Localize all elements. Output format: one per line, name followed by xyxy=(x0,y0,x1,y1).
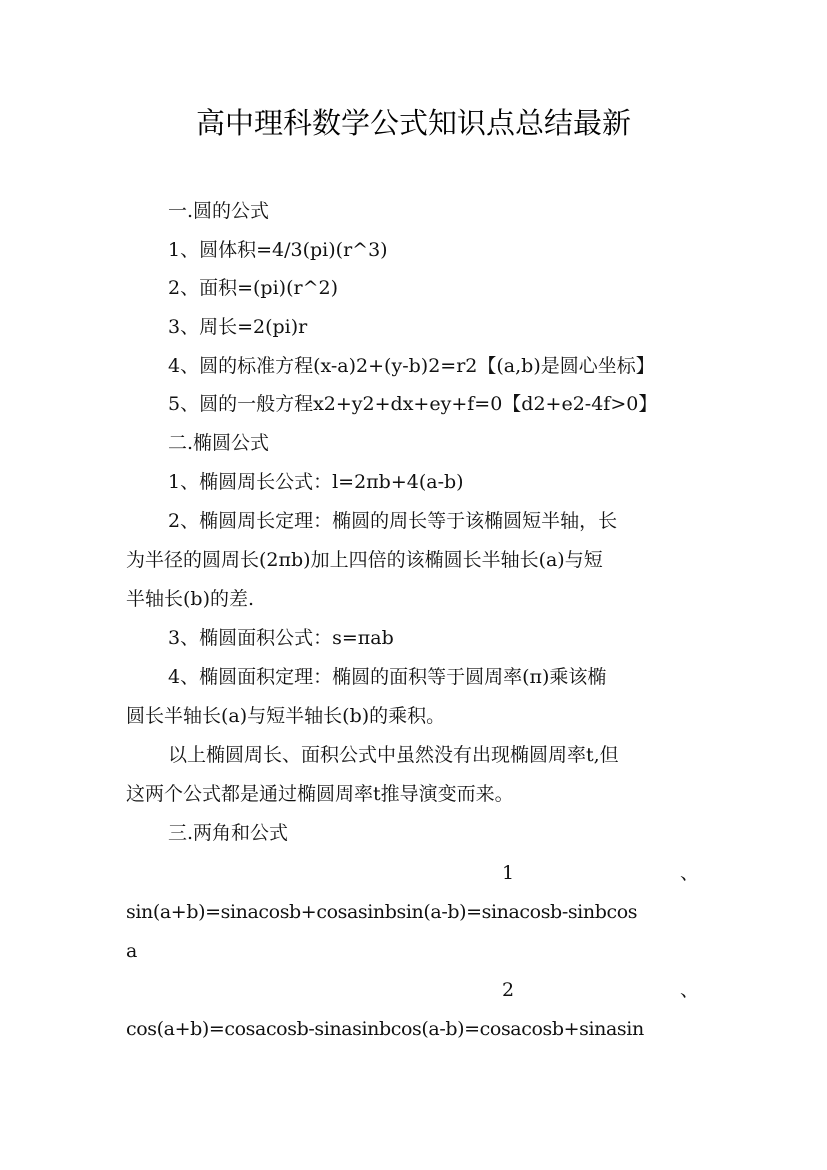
paragraph: 2、椭圆周长定理：椭圆的周长等于该椭圆短半轴，长 xyxy=(168,510,618,532)
paragraph: 3、椭圆面积公式：s=πab xyxy=(168,627,394,649)
paragraph: 3、周长=2(pi)r xyxy=(168,316,308,338)
item-number-2: 2 xyxy=(502,979,515,1001)
formula-line: sin(a+b)=sinacosb+cosasinbsin(a-b)=sinacosb-sinbcos xyxy=(126,901,638,923)
paragraph-continuation: 圆长半轴长(a)与短半轴长(b)的乘积。 xyxy=(126,705,446,727)
item-separator: 、 xyxy=(680,979,700,1001)
paragraph: 1、圆体积=4/3(pi)(r^3) xyxy=(168,239,388,261)
paragraph-continuation: 为半径的圆周长(2πb)加上四倍的该椭圆长半轴长(a)与短 xyxy=(126,549,603,571)
item-separator: 、 xyxy=(680,862,700,884)
formula-line: a xyxy=(126,940,138,962)
page-title: 高中理科数学公式知识点总结最新 xyxy=(195,106,631,140)
formula-line: cos(a+b)=cosacosb-sinasinbcos(a-b)=cosacosb+sinasin xyxy=(126,1018,644,1040)
paragraph-continuation: 半轴长(b)的差. xyxy=(126,588,255,610)
paragraph: 以上椭圆周长、面积公式中虽然没有出现椭圆周率t,但 xyxy=(168,744,619,766)
paragraph: 4、椭圆面积定理：椭圆的面积等于圆周率(π)乘该椭 xyxy=(168,666,607,688)
paragraph: 5、圆的一般方程x2+y2+dx+ey+f=0【d2+e2-4f>0】 xyxy=(168,393,658,415)
section-heading-trig: 三.两角和公式 xyxy=(168,822,289,844)
section-heading-ellipse: 二.椭圆公式 xyxy=(168,432,270,454)
paragraph: 4、圆的标准方程(x-a)2+(y-b)2=r2【(a,b)是圆心坐标】 xyxy=(168,355,655,377)
paragraph: 1、椭圆周长公式：l=2πb+4(a-b) xyxy=(168,471,464,493)
paragraph-continuation: 这两个公式都是通过椭圆周率t推导演变而来。 xyxy=(126,783,514,805)
paragraph: 2、面积=(pi)(r^2) xyxy=(168,277,338,299)
item-number-1: 1 xyxy=(502,862,515,884)
section-heading-circle: 一.圆的公式 xyxy=(168,200,270,222)
